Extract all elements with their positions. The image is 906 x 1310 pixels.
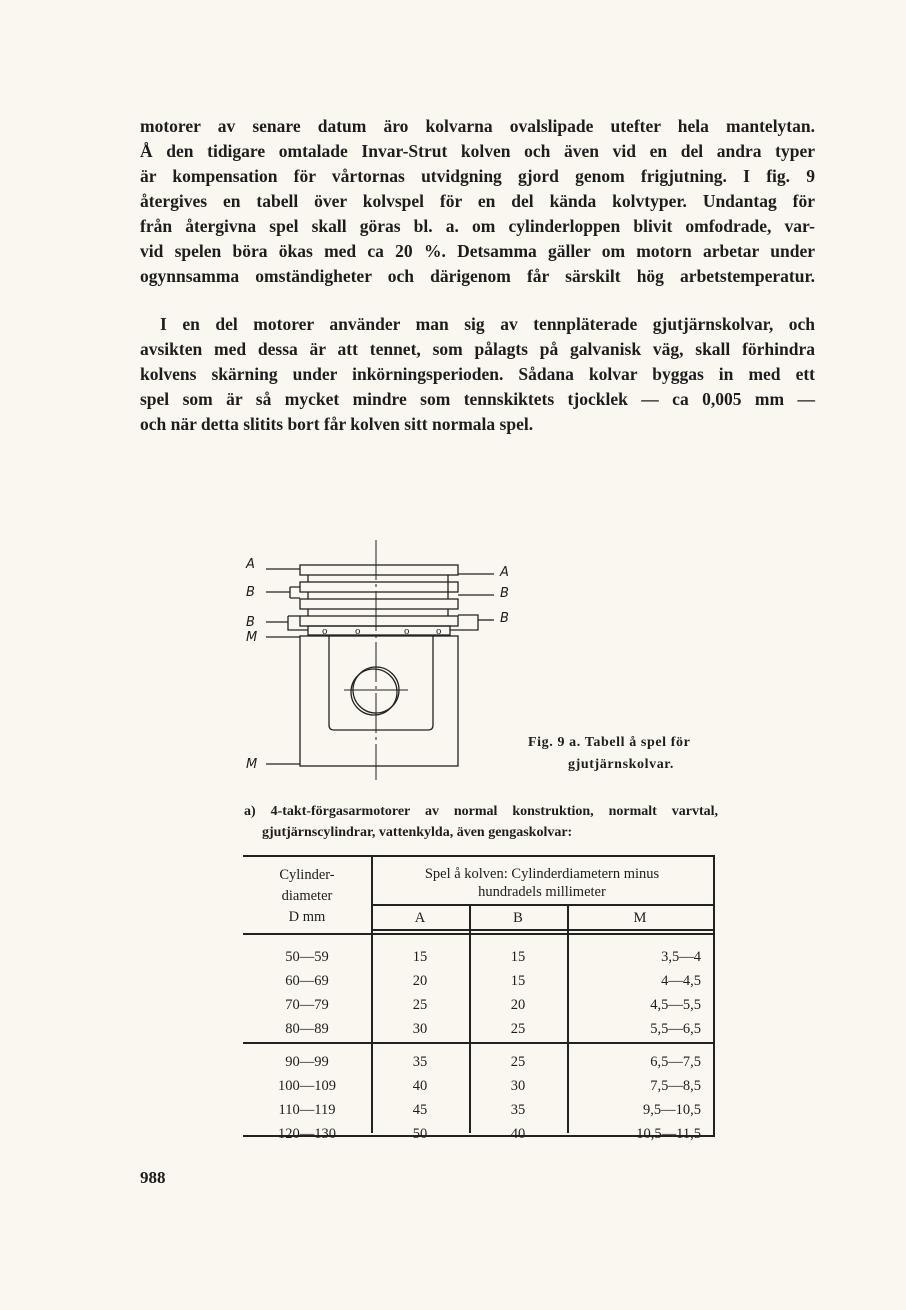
table-cell: 25 [412,997,428,1013]
header-b: B [513,910,523,926]
header-text: hundradels millimeter [478,884,606,900]
header-text: Cylinder- [279,867,335,883]
text-line: Å den tidigare omtalade Invar-Strut kolven och även vid en del andra typer [140,141,815,161]
table-cell: 80—89 [285,1021,329,1037]
header-text: D mm [288,909,326,925]
table-cell: 35 [412,1054,428,1070]
table-cell: 5,5—6,5 [650,1021,701,1037]
svg-text:o: o [404,627,410,637]
label-left-m1: M [246,630,258,645]
table-cell: 3,5—4 [661,949,701,965]
text-line: från återgivna spel skall göras bl. a. om cylinderloppen blivit omfodrade, var- [140,216,815,236]
text-line: är kompensation för vårtornas utvidgning gjord genom frigjutning. I fig. 9 [140,166,815,186]
table-cell: 70—79 [285,997,329,1013]
table-cell: 45 [412,1102,428,1118]
table-cell: 50 [412,1126,428,1142]
svg-text:o: o [436,627,442,637]
svg-text:o: o [322,627,328,637]
table-cell: 20 [510,997,526,1013]
table-cell: 120—130 [278,1126,336,1142]
page-number: 988 [140,1168,166,1187]
table-cell: 50—59 [285,949,329,965]
label-left-a: A [246,557,255,572]
figure-caption-line-2: gjutjärnskolvar. [568,757,674,772]
table-cell: 40 [412,1078,428,1094]
header-text: Spel å kolven: Cylinderdiametern minus [424,866,660,882]
label-right-b2: B [500,611,509,626]
text-line: spel som är så mycket mindre som tennskiktets tjocklek — ca 0,005 mm — [140,389,815,409]
table-cell: 7,5—8,5 [650,1078,701,1094]
text-line: och när detta slitits bort får kolven sitt normala spel. [140,414,534,434]
table-cell: 15 [510,949,526,965]
table-cell: 4—4,5 [661,973,701,989]
table-cell: 100—109 [278,1078,336,1094]
header-a: A [414,910,426,926]
svg-text:o: o [355,627,361,637]
text-line: kolvens skärning under inkörningsperioden. Sådana kolvar byggas in med ett [140,364,815,384]
table-cell: 20 [412,973,428,989]
table-subtitle-line-2: gjutjärnscylindrar, vattenkylda, även gengaskolvar: [262,825,573,840]
label-left-b2: B [246,615,255,630]
header-spel [371,865,713,901]
header-cylinder-diameter [243,865,371,928]
figure-caption-line-1: Fig. 9 a. Tabell å spel för [528,735,691,750]
table-cell: 35 [510,1102,526,1118]
piston-clearance-table [243,855,715,1142]
table-cell: 25 [510,1021,526,1037]
text-line: ogynnsamma omständigheter och därigenom får särskilt hög arbetstemperatur. [140,266,815,286]
table-subtitle-line-1: a) 4-takt-förgasarmotorer av normal konstruktion, normalt varvtal, [244,804,718,819]
table-cell: 10,5—11,5 [636,1126,701,1142]
header-m: M [633,910,647,926]
text-line: I en del motorer använder man sig av tennpläterade gjutjärnskolvar, och [160,314,815,334]
text-line: återgives en tabell över kolvspel för en del kända kolvtyper. Undantag för [140,191,815,211]
text-line: motorer av senare datum äro kolvarna ovalslipade utefter hela mantelytan. [140,116,815,136]
table-cell: 15 [510,973,526,989]
label-right-a: A [500,565,509,580]
table-cell: 30 [510,1078,526,1094]
table-cell: 25 [510,1054,526,1070]
table-cell: 40 [510,1126,526,1142]
table-cell: 15 [412,949,428,965]
table-cell: 9,5—10,5 [643,1102,701,1118]
label-left-m2: M [246,757,258,772]
piston-diagram [236,540,526,785]
table-cell: 60—69 [285,973,329,989]
table-cell: 6,5—7,5 [650,1054,701,1070]
text-line: vid spelen böra ökas med ca 20 %. Detsamma gäller om motorn arbetar under [140,241,815,261]
label-right-b1: B [500,586,509,601]
table-cell: 4,5—5,5 [650,997,701,1013]
table-cell: 110—119 [278,1102,336,1118]
text-line: avsikten med dessa är att tennet, som pålagts på galvanisk väg, skall förhindra [140,339,815,359]
label-left-b1: B [246,585,255,600]
table-cell: 30 [412,1021,428,1037]
table-cell: 90—99 [285,1054,329,1070]
header-text: diameter [281,888,333,904]
